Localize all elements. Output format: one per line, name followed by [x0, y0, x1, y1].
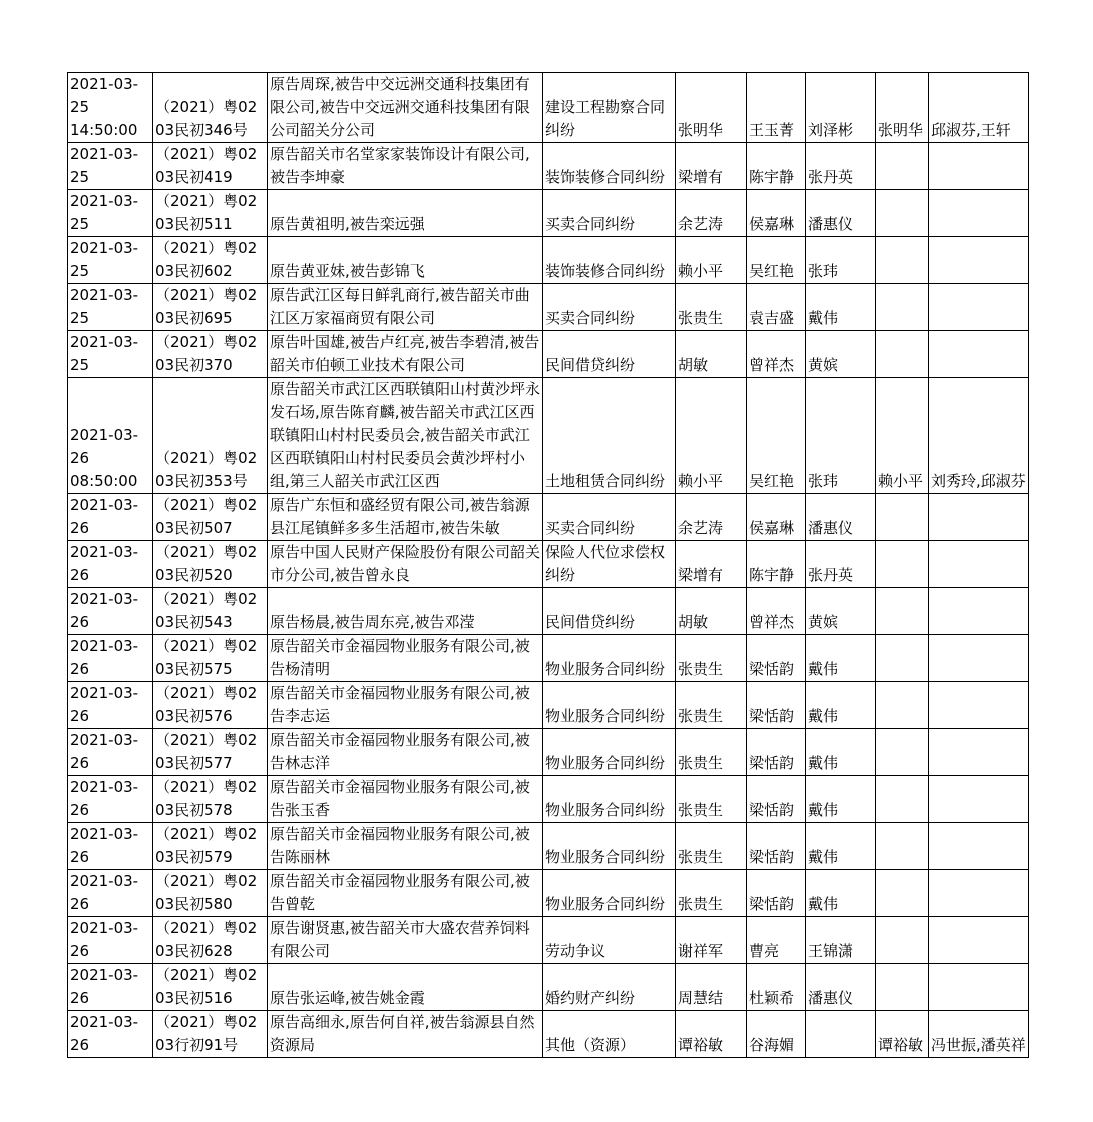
cause-cell: 建设工程勘察合同纠纷	[543, 73, 676, 143]
other-members-cell	[929, 143, 1029, 190]
judge-cell: 赖小平	[676, 237, 747, 284]
judge-cell: 梁增有	[676, 541, 747, 588]
case-number-cell: （2021）粤0203民初507	[153, 494, 268, 541]
judge-cell: 张贵生	[676, 823, 747, 870]
date-cell: 2021-03- 26	[68, 635, 153, 682]
parties-cell: 原告韶关市金福园物业服务有限公司,被告李志运	[268, 682, 543, 729]
table-row	[68, 190, 1029, 237]
case-number-cell: （2021）粤0203行初91号	[153, 1011, 268, 1058]
parties-cell: 原告韶关市名堂家家装饰设计有限公司,被告李坤豪	[268, 143, 543, 190]
parties-cell: 原告韶关市金福园物业服务有限公司,被告曾乾	[268, 870, 543, 917]
panel-member-2-cell: 潘惠仪	[806, 964, 876, 1011]
other-members-cell	[929, 635, 1029, 682]
cause-cell: 民间借贷纠纷	[543, 331, 676, 378]
parties-cell: 原告杨晨,被告周东亮,被告邓滢	[268, 588, 543, 635]
panel-member-cell: 陈宇静	[747, 143, 806, 190]
judge-cell: 张贵生	[676, 635, 747, 682]
other-members-cell	[929, 729, 1029, 776]
cause-cell: 土地租赁合同纠纷	[543, 378, 676, 494]
presiding-judge-cell	[876, 190, 929, 237]
date-cell: 2021-03- 26	[68, 682, 153, 729]
parties-cell: 原告高细永,原告何自祥,被告翁源县自然资源局	[268, 1011, 543, 1058]
table-row	[68, 776, 1029, 823]
presiding-judge-cell	[876, 917, 929, 964]
parties-cell: 原告广东恒和盛经贸有限公司,被告翁源县江尾镇鲜多多生活超市,被告朱敏	[268, 494, 543, 541]
panel-member-2-cell	[806, 1011, 876, 1058]
panel-member-cell: 梁恬韵	[747, 729, 806, 776]
other-members-cell: 邱淑芬,王轩	[929, 73, 1029, 143]
date-cell: 2021-03- 25 14:50:00	[68, 73, 153, 143]
date-cell: 2021-03- 26	[68, 494, 153, 541]
panel-member-2-cell: 张丹英	[806, 541, 876, 588]
case-number-cell: （2021）粤0203民初419	[153, 143, 268, 190]
case-number-cell: （2021）粤0203民初576	[153, 682, 268, 729]
other-members-cell	[929, 494, 1029, 541]
judge-cell: 张明华	[676, 73, 747, 143]
cause-cell: 物业服务合同纠纷	[543, 729, 676, 776]
table-row	[68, 284, 1029, 331]
date-cell: 2021-03- 26	[68, 964, 153, 1011]
presiding-judge-cell	[876, 143, 929, 190]
presiding-judge-cell	[876, 588, 929, 635]
table-row	[68, 378, 1029, 494]
panel-member-cell: 梁恬韵	[747, 776, 806, 823]
judge-cell: 张贵生	[676, 870, 747, 917]
panel-member-cell: 陈宇静	[747, 541, 806, 588]
other-members-cell	[929, 541, 1029, 588]
judge-cell: 胡敏	[676, 331, 747, 378]
presiding-judge-cell	[876, 776, 929, 823]
case-number-cell: （2021）粤0203民初580	[153, 870, 268, 917]
case-number-cell: （2021）粤0203民初516	[153, 964, 268, 1011]
cause-cell: 物业服务合同纠纷	[543, 870, 676, 917]
panel-member-cell: 曾祥杰	[747, 331, 806, 378]
date-cell: 2021-03- 26	[68, 729, 153, 776]
cause-cell: 买卖合同纠纷	[543, 284, 676, 331]
other-members-cell	[929, 776, 1029, 823]
table-row	[68, 917, 1029, 964]
cause-cell: 买卖合同纠纷	[543, 494, 676, 541]
date-cell: 2021-03- 25	[68, 190, 153, 237]
table-row	[68, 331, 1029, 378]
table-row	[68, 823, 1029, 870]
parties-cell: 原告韶关市金福园物业服务有限公司,被告张玉香	[268, 776, 543, 823]
date-cell: 2021-03- 26	[68, 1011, 153, 1058]
panel-member-2-cell: 黄嫔	[806, 331, 876, 378]
parties-cell: 原告黄祖明,被告栾远强	[268, 190, 543, 237]
presiding-judge-cell: 赖小平	[876, 378, 929, 494]
cause-cell: 物业服务合同纠纷	[543, 682, 676, 729]
panel-member-cell: 袁吉盛	[747, 284, 806, 331]
judge-cell: 余艺涛	[676, 190, 747, 237]
panel-member-2-cell: 戴伟	[806, 682, 876, 729]
panel-member-cell: 吴红艳	[747, 378, 806, 494]
panel-member-2-cell: 戴伟	[806, 635, 876, 682]
date-cell: 2021-03- 26	[68, 541, 153, 588]
hearing-schedule-table	[67, 72, 1029, 1058]
presiding-judge-cell	[876, 682, 929, 729]
table-row	[68, 729, 1029, 776]
cause-cell: 其他（资源）	[543, 1011, 676, 1058]
parties-cell: 原告韶关市金福园物业服务有限公司,被告陈丽林	[268, 823, 543, 870]
panel-member-cell: 侯嘉琳	[747, 494, 806, 541]
date-cell: 2021-03- 25	[68, 284, 153, 331]
date-cell: 2021-03- 25	[68, 143, 153, 190]
table-row	[68, 143, 1029, 190]
other-members-cell: 冯世振,潘英祥	[929, 1011, 1029, 1058]
case-number-cell: （2021）粤0203民初575	[153, 635, 268, 682]
judge-cell: 张贵生	[676, 776, 747, 823]
cause-cell: 装饰装修合同纠纷	[543, 237, 676, 284]
other-members-cell	[929, 331, 1029, 378]
parties-cell: 原告韶关市金福园物业服务有限公司,被告杨清明	[268, 635, 543, 682]
panel-member-2-cell: 戴伟	[806, 729, 876, 776]
case-number-cell: （2021）粤0203民初577	[153, 729, 268, 776]
date-cell: 2021-03- 26	[68, 776, 153, 823]
other-members-cell	[929, 588, 1029, 635]
case-number-cell: （2021）粤0203民初628	[153, 917, 268, 964]
presiding-judge-cell	[876, 964, 929, 1011]
presiding-judge-cell	[876, 331, 929, 378]
other-members-cell	[929, 190, 1029, 237]
cause-cell: 物业服务合同纠纷	[543, 823, 676, 870]
table-row	[68, 73, 1029, 143]
table-row	[68, 682, 1029, 729]
other-members-cell	[929, 682, 1029, 729]
panel-member-cell: 梁恬韵	[747, 823, 806, 870]
presiding-judge-cell	[876, 870, 929, 917]
other-members-cell	[929, 917, 1029, 964]
panel-member-2-cell: 张玮	[806, 378, 876, 494]
other-members-cell	[929, 237, 1029, 284]
other-members-cell	[929, 823, 1029, 870]
case-number-cell: （2021）粤0203民初346号	[153, 73, 268, 143]
panel-member-2-cell: 王锦潇	[806, 917, 876, 964]
panel-member-2-cell: 戴伟	[806, 776, 876, 823]
judge-cell: 余艺涛	[676, 494, 747, 541]
date-cell: 2021-03- 26	[68, 823, 153, 870]
cause-cell: 物业服务合同纠纷	[543, 776, 676, 823]
panel-member-2-cell: 潘惠仪	[806, 190, 876, 237]
panel-member-cell: 侯嘉琳	[747, 190, 806, 237]
cause-cell: 保险人代位求偿权纠纷	[543, 541, 676, 588]
parties-cell: 原告周琛,被告中交远洲交通科技集团有限公司,被告中交远洲交通科技集团有限公司韶关分公司	[268, 73, 543, 143]
presiding-judge-cell	[876, 284, 929, 331]
judge-cell: 周慧结	[676, 964, 747, 1011]
judge-cell: 张贵生	[676, 729, 747, 776]
case-number-cell: （2021）粤0203民初579	[153, 823, 268, 870]
presiding-judge-cell	[876, 494, 929, 541]
judge-cell: 赖小平	[676, 378, 747, 494]
parties-cell: 原告武江区每日鲜乳商行,被告韶关市曲江区万家福商贸有限公司	[268, 284, 543, 331]
judge-cell: 胡敏	[676, 588, 747, 635]
panel-member-cell: 曹亮	[747, 917, 806, 964]
case-number-cell: （2021）粤0203民初353号	[153, 378, 268, 494]
panel-member-2-cell: 黄嫔	[806, 588, 876, 635]
date-cell: 2021-03- 26 08:50:00	[68, 378, 153, 494]
judge-cell: 张贵生	[676, 284, 747, 331]
presiding-judge-cell	[876, 823, 929, 870]
case-number-cell: （2021）粤0203民初695	[153, 284, 268, 331]
other-members-cell	[929, 870, 1029, 917]
parties-cell: 原告黄亚妹,被告彭锦飞	[268, 237, 543, 284]
cause-cell: 劳动争议	[543, 917, 676, 964]
panel-member-2-cell: 戴伟	[806, 823, 876, 870]
judge-cell: 谢祥军	[676, 917, 747, 964]
presiding-judge-cell: 谭裕敏	[876, 1011, 929, 1058]
presiding-judge-cell	[876, 635, 929, 682]
presiding-judge-cell: 张明华	[876, 73, 929, 143]
date-cell: 2021-03- 25	[68, 331, 153, 378]
panel-member-cell: 杜颖希	[747, 964, 806, 1011]
parties-cell: 原告叶国雄,被告卢红亮,被告李碧清,被告韶关市伯顿工业技术有限公司	[268, 331, 543, 378]
panel-member-2-cell: 潘惠仪	[806, 494, 876, 541]
other-members-cell	[929, 284, 1029, 331]
table-row	[68, 237, 1029, 284]
panel-member-2-cell: 张丹英	[806, 143, 876, 190]
parties-cell: 原告张运峰,被告姚金霞	[268, 964, 543, 1011]
date-cell: 2021-03- 26	[68, 870, 153, 917]
cause-cell: 民间借贷纠纷	[543, 588, 676, 635]
case-number-cell: （2021）粤0203民初370	[153, 331, 268, 378]
cause-cell: 婚约财产纠纷	[543, 964, 676, 1011]
parties-cell: 原告韶关市金福园物业服务有限公司,被告林志洋	[268, 729, 543, 776]
cause-cell: 物业服务合同纠纷	[543, 635, 676, 682]
table-row	[68, 588, 1029, 635]
case-number-cell: （2021）粤0203民初602	[153, 237, 268, 284]
panel-member-2-cell: 戴伟	[806, 870, 876, 917]
presiding-judge-cell	[876, 237, 929, 284]
cause-cell: 买卖合同纠纷	[543, 190, 676, 237]
panel-member-cell: 梁恬韵	[747, 635, 806, 682]
other-members-cell	[929, 964, 1029, 1011]
cause-cell: 装饰装修合同纠纷	[543, 143, 676, 190]
case-number-cell: （2021）粤0203民初578	[153, 776, 268, 823]
parties-cell: 原告谢贤惠,被告韶关市大盛农营养饲料有限公司	[268, 917, 543, 964]
panel-member-2-cell: 刘泽彬	[806, 73, 876, 143]
parties-cell: 原告韶关市武江区西联镇阳山村黄沙坪永发石场,原告陈育麟,被告韶关市武江区西联镇阳山村村民委员会,被告韶关市武江区西联镇阳山村村民委员会黄沙坪村小组,第三人韶关市武江区西	[268, 378, 543, 494]
case-number-cell: （2021）粤0203民初511	[153, 190, 268, 237]
presiding-judge-cell	[876, 541, 929, 588]
table-row	[68, 494, 1029, 541]
case-number-cell: （2021）粤0203民初520	[153, 541, 268, 588]
panel-member-cell: 曾祥杰	[747, 588, 806, 635]
case-number-cell: （2021）粤0203民初543	[153, 588, 268, 635]
judge-cell: 张贵生	[676, 682, 747, 729]
panel-member-cell: 吴红艳	[747, 237, 806, 284]
table-row	[68, 870, 1029, 917]
panel-member-2-cell: 戴伟	[806, 284, 876, 331]
panel-member-cell: 王玉菁	[747, 73, 806, 143]
judge-cell: 谭裕敏	[676, 1011, 747, 1058]
parties-cell: 原告中国人民财产保险股份有限公司韶关市分公司,被告曾永良	[268, 541, 543, 588]
date-cell: 2021-03- 25	[68, 237, 153, 284]
other-members-cell: 刘秀玲,邱淑芬	[929, 378, 1029, 494]
panel-member-cell: 梁恬韵	[747, 870, 806, 917]
panel-member-2-cell: 张玮	[806, 237, 876, 284]
table-row	[68, 964, 1029, 1011]
table-row	[68, 541, 1029, 588]
judge-cell: 梁增有	[676, 143, 747, 190]
panel-member-cell: 梁恬韵	[747, 682, 806, 729]
date-cell: 2021-03- 26	[68, 917, 153, 964]
presiding-judge-cell	[876, 729, 929, 776]
table-row	[68, 635, 1029, 682]
panel-member-cell: 谷海媚	[747, 1011, 806, 1058]
table-row	[68, 1011, 1029, 1058]
date-cell: 2021-03- 26	[68, 588, 153, 635]
